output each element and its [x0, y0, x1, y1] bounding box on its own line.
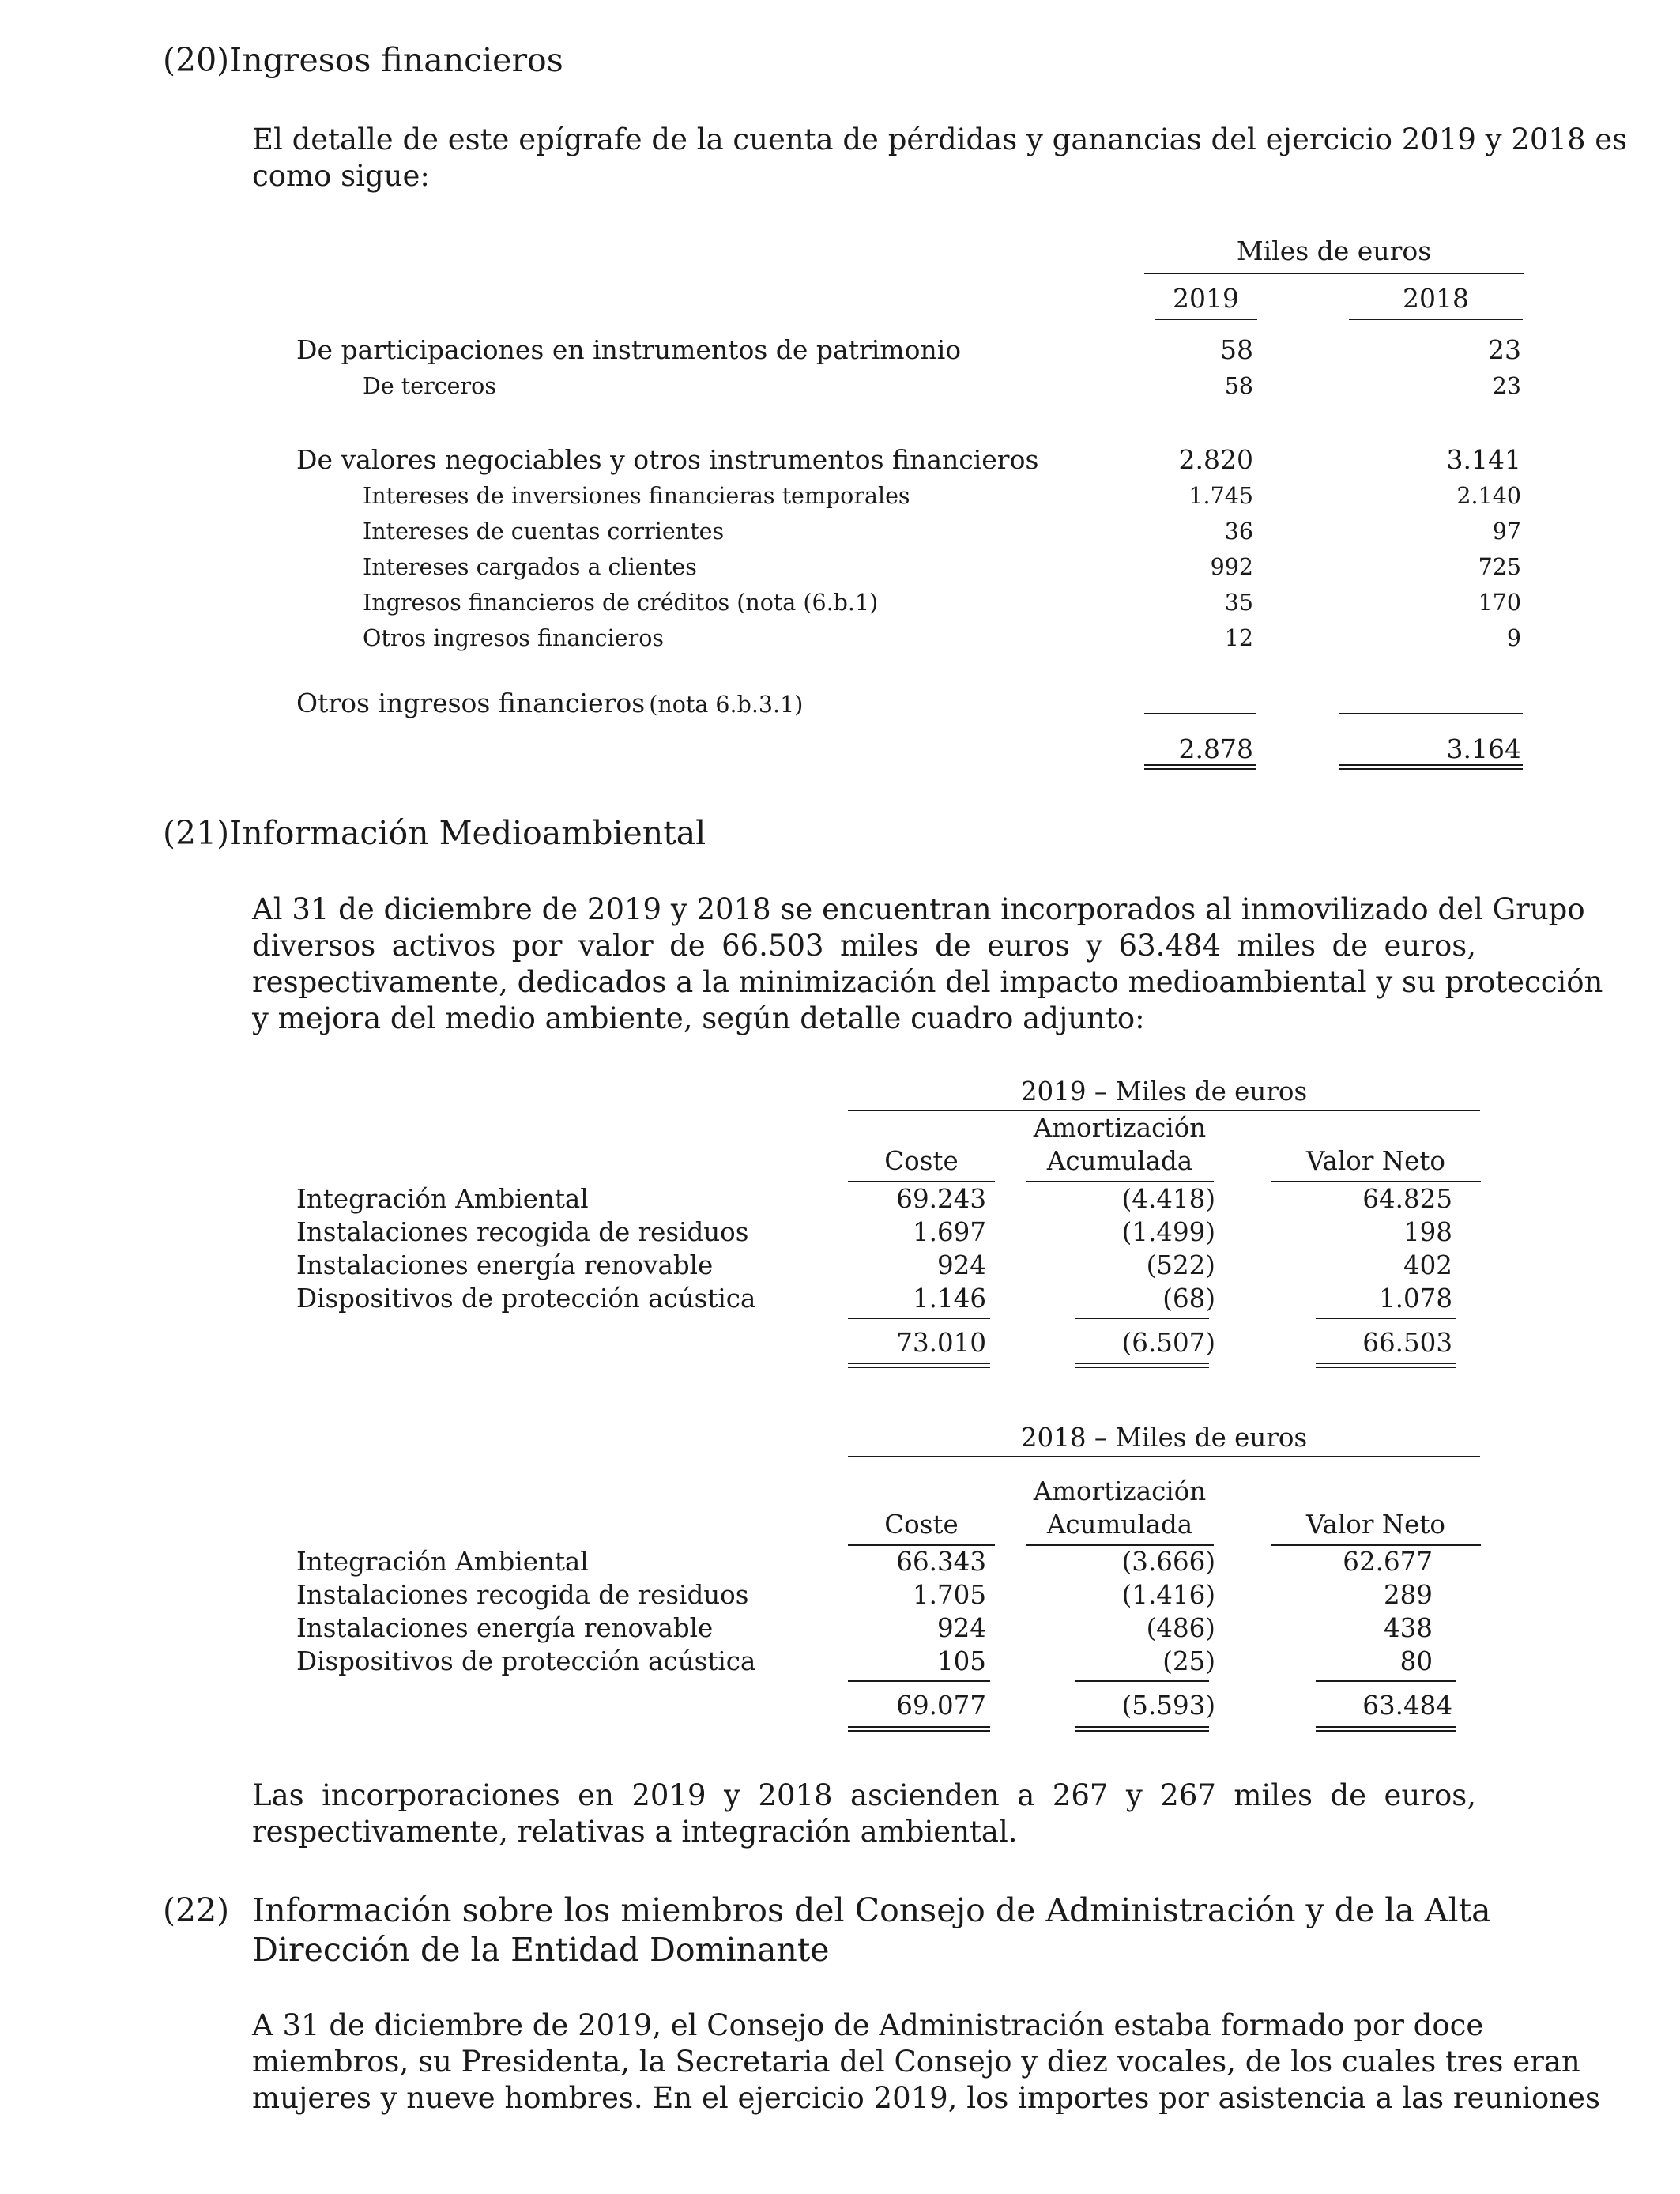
- row-label: Intereses de cuentas corrientes: [363, 518, 725, 545]
- row-label: Instalaciones recogida de residuos: [296, 1217, 749, 1247]
- col-net: Valor Neto: [1306, 1146, 1445, 1176]
- col-amort-line-2: Acumulada: [1046, 1146, 1193, 1176]
- unit-header: Miles de euros: [1236, 236, 1432, 266]
- col-net-rule: [1271, 1544, 1481, 1546]
- col-amort-line-1: Amortización: [1033, 1476, 1207, 1506]
- cost-value: 66.343: [896, 1547, 986, 1577]
- total-double-rule-amort: [1075, 1363, 1209, 1368]
- value-2018: 23: [1492, 373, 1521, 399]
- group-note: (nota 6.b.3.1): [649, 692, 804, 718]
- total-amort: (5.593): [1121, 1691, 1215, 1721]
- col-cost-rule: [848, 1181, 995, 1182]
- col-cost: Coste: [884, 1146, 959, 1176]
- section-21-title: Información Medioambiental: [229, 814, 706, 852]
- total-double-rule-net: [1316, 1726, 1456, 1732]
- total-2019: 2.878: [1178, 733, 1253, 764]
- group-label: Otros ingresos financieros: [296, 688, 646, 718]
- amort-value: (4.418): [1121, 1184, 1215, 1214]
- value-2018: 23: [1488, 334, 1521, 365]
- value-2018: 725: [1478, 554, 1521, 580]
- group-label-row: [296, 688, 803, 718]
- value-2018: 170: [1478, 590, 1521, 616]
- subtotal-rule-2018: [1339, 713, 1523, 714]
- section-22-title-line-1: Información sobre los miembros del Consejo de Administración y de la Alta: [252, 1891, 1491, 1929]
- net-value: 438: [1383, 1613, 1433, 1643]
- total-amort: (6.507): [1121, 1328, 1215, 1358]
- header-rule: [1144, 273, 1524, 274]
- cost-value: 924: [936, 1613, 986, 1643]
- row-label: Integración Ambiental: [296, 1547, 589, 1577]
- col-net-rule: [1271, 1181, 1481, 1182]
- subtotal-rule-net: [1316, 1318, 1456, 1319]
- net-value: 289: [1383, 1580, 1433, 1610]
- net-value: 402: [1403, 1250, 1452, 1280]
- col-cost-rule: [848, 1544, 995, 1546]
- total-net: 63.484: [1362, 1691, 1452, 1721]
- amort-value: (1.499): [1121, 1217, 1215, 1247]
- value-2019: 2.820: [1178, 444, 1253, 475]
- total-double-rule-2018: [1339, 764, 1523, 770]
- col-net: Valor Neto: [1306, 1510, 1445, 1540]
- value-2019: 1.745: [1188, 483, 1253, 509]
- group-label: De valores negociables y otros instrumentos financieros: [296, 444, 1039, 475]
- row-label: Dispositivos de protección acústica: [296, 1284, 756, 1314]
- table-header-rule: [848, 1110, 1480, 1111]
- value-2019: 36: [1224, 518, 1253, 545]
- row-label: Integración Ambiental: [296, 1184, 589, 1214]
- amort-value: (486): [1146, 1613, 1215, 1643]
- col-2018-rule: [1349, 319, 1523, 320]
- total-double-rule-net: [1316, 1363, 1456, 1368]
- cost-value: 69.243: [896, 1184, 986, 1214]
- value-2019: 35: [1224, 590, 1253, 616]
- total-double-rule-amort: [1075, 1726, 1209, 1732]
- section-21-closing-line-2: respectivamente, relativas a integración ambiental.: [252, 1815, 1018, 1849]
- cost-value: 924: [936, 1250, 986, 1280]
- row-label: Ingresos financieros de créditos (nota (6.b.1): [363, 590, 879, 616]
- amort-value: (3.666): [1121, 1547, 1215, 1577]
- value-2018: 2.140: [1456, 483, 1521, 509]
- amort-value: (68): [1162, 1284, 1215, 1314]
- section-21-paragraph-line-4: y mejora del medio ambiente, según detalle cuadro adjunto:: [252, 1001, 1145, 1035]
- subtotal-rule-cost: [848, 1318, 990, 1319]
- col-amort-line-2: Acumulada: [1046, 1510, 1193, 1540]
- amort-value: (25): [1162, 1646, 1215, 1676]
- value-2019: 992: [1210, 554, 1253, 580]
- col-cost: Coste: [884, 1510, 959, 1540]
- section-22-paragraph-line-2: miembros, su Presidenta, la Secretaria del Consejo y diez vocales, de los cuales tres eran: [252, 2045, 1580, 2079]
- section-21-paragraph-line-2: diversos activos por valor de 66.503 miles de euros y 63.484 miles de euros,: [252, 929, 1476, 963]
- amort-value: (522): [1146, 1250, 1215, 1280]
- amort-value: (1.416): [1121, 1580, 1215, 1610]
- total-cost: 73.010: [896, 1328, 986, 1358]
- section-21-number: (21): [163, 814, 230, 852]
- section-20-number: (20): [163, 41, 230, 79]
- section-22-paragraph-line-1: A 31 de diciembre de 2019, el Consejo de Administración estaba formado por doce: [252, 2008, 1484, 2042]
- col-2018: 2018: [1403, 283, 1469, 314]
- cost-value: 1.697: [912, 1217, 986, 1247]
- row-label: De terceros: [363, 373, 496, 399]
- net-value: 62.677: [1343, 1547, 1433, 1577]
- row-label: Instalaciones energía renovable: [296, 1250, 714, 1280]
- total-double-rule-cost: [848, 1726, 990, 1732]
- subtotal-rule-cost: [848, 1680, 990, 1682]
- table-header: 2019 – Miles de euros: [1020, 1076, 1308, 1106]
- subtotal-rule-amort: [1075, 1680, 1209, 1682]
- col-amort-rule: [1026, 1544, 1214, 1546]
- value-2018: 97: [1492, 518, 1521, 545]
- section-22-paragraph-line-3: mujeres y nueve hombres. En el ejercicio 2019, los importes por asistencia a las reuniones: [252, 2081, 1600, 2115]
- total-2018: 3.164: [1446, 733, 1521, 764]
- value-2018: 9: [1506, 625, 1521, 651]
- total-double-rule-2019: [1144, 764, 1256, 770]
- row-label: Dispositivos de protección acústica: [296, 1646, 756, 1676]
- subtotal-rule-2019: [1144, 713, 1256, 714]
- value-2019: 58: [1220, 334, 1253, 365]
- group-label: De participaciones en instrumentos de patrimonio: [296, 334, 962, 365]
- total-double-rule-cost: [848, 1363, 990, 1368]
- subtotal-rule-net: [1316, 1680, 1456, 1682]
- value-2019: 58: [1224, 373, 1253, 399]
- cost-value: 1.705: [912, 1580, 986, 1610]
- section-21-closing-line-1: Las incorporaciones en 2019 y 2018 ascienden a 267 y 267 miles de euros,: [252, 1778, 1476, 1812]
- col-2019: 2019: [1173, 283, 1239, 314]
- section-21-paragraph-line-1: Al 31 de diciembre de 2019 y 2018 se encuentran incorporados al inmovilizado del Grupo: [252, 892, 1585, 926]
- total-cost: 69.077: [896, 1691, 986, 1721]
- table-header: 2018 – Miles de euros: [1020, 1423, 1308, 1453]
- row-label: Intereses de inversiones financieras temporales: [363, 483, 910, 509]
- row-label: Intereses cargados a clientes: [363, 554, 697, 580]
- row-label: Instalaciones recogida de residuos: [296, 1580, 749, 1610]
- col-amort-rule: [1026, 1181, 1214, 1182]
- total-net: 66.503: [1362, 1328, 1452, 1358]
- table-header-rule: [848, 1456, 1480, 1457]
- section-20-intro-line-1: El detalle de este epígrafe de la cuenta de pérdidas y ganancias del ejercicio 2019 y 2018 es: [252, 123, 1628, 156]
- col-2019-rule: [1155, 319, 1257, 320]
- net-value: 80: [1399, 1646, 1433, 1676]
- col-amort-line-1: Amortización: [1033, 1113, 1207, 1143]
- row-label: Instalaciones energía renovable: [296, 1613, 714, 1643]
- section-22-number: (22): [163, 1891, 230, 1929]
- net-value: 198: [1403, 1217, 1452, 1247]
- section-20-intro-line-2: como sigue:: [252, 159, 430, 193]
- row-label: Otros ingresos financieros: [363, 625, 665, 651]
- net-value: 64.825: [1362, 1184, 1452, 1214]
- section-20-title: Ingresos financieros: [229, 41, 563, 79]
- value-2019: 12: [1224, 625, 1253, 651]
- subtotal-rule-amort: [1075, 1318, 1209, 1319]
- section-21-paragraph-line-3: respectivamente, dedicados a la minimización del impacto medioambiental y su protección: [252, 965, 1603, 999]
- cost-value: 105: [936, 1646, 986, 1676]
- cost-value: 1.146: [912, 1284, 986, 1314]
- net-value: 1.078: [1378, 1284, 1452, 1314]
- section-22-title-line-2: Dirección de la Entidad Dominante: [252, 1931, 830, 1969]
- value-2018: 3.141: [1446, 444, 1521, 475]
